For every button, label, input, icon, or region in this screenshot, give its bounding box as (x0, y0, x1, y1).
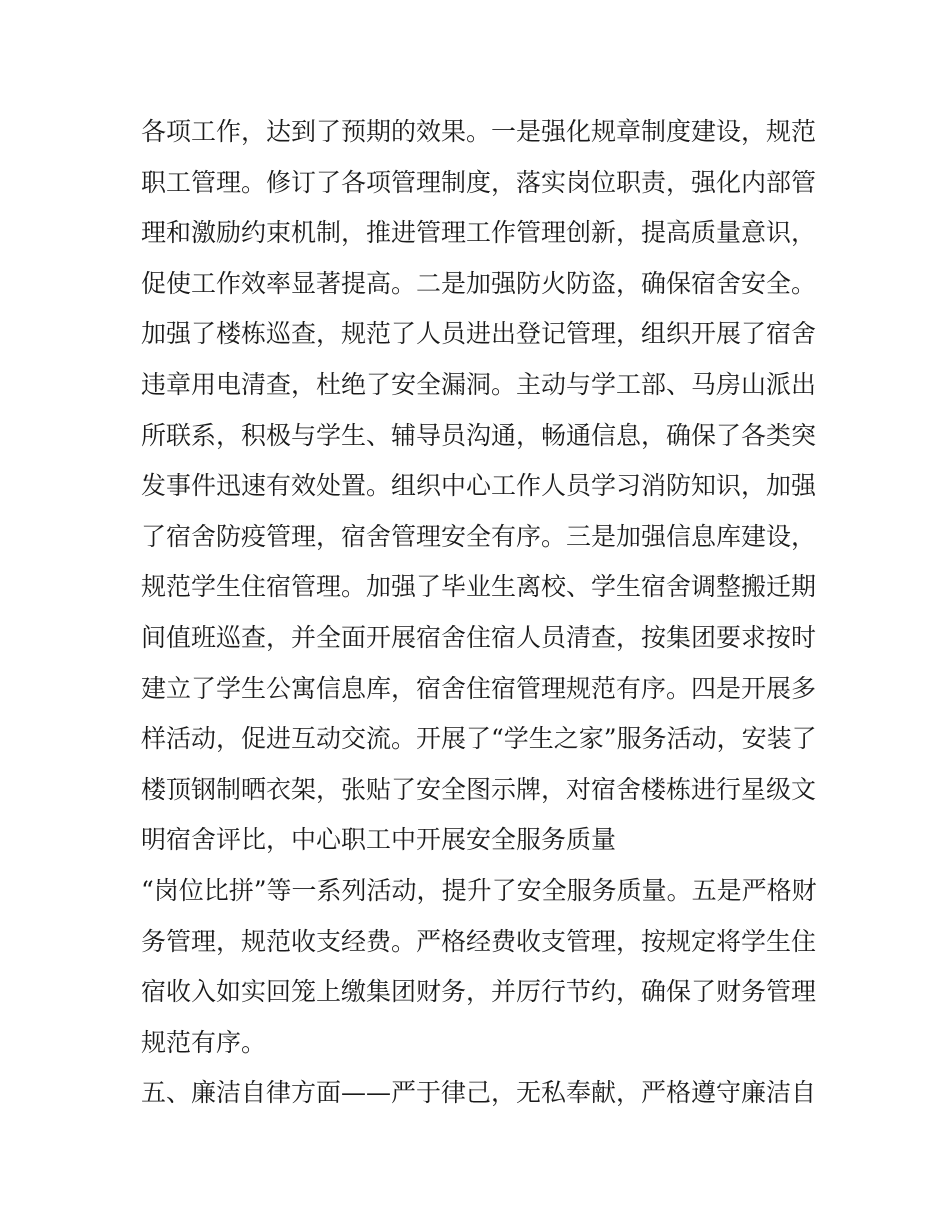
text-line: 规范学生住宿管理。加强了毕业生离校、学生宿舍调整搬迁期 (141, 572, 817, 602)
text-line: 职工管理。修订了各项管理制度，落实岗位职责，强化内部管 (141, 167, 817, 197)
text-line: 建立了学生公寓信息库，宿舍住宿管理规范有序。四是开展多 (141, 673, 817, 703)
text-line: 了宿舍防疫管理，宿舍管理安全有序。三是加强信息库建设， (141, 521, 817, 551)
text-line: 宿收入如实回笼上缴集团财务，并厉行节约，确保了财务管理 (141, 977, 817, 1007)
text-line: 样活动，促进互动交流。开展了“学生之家”服务活动，安装了 (141, 724, 817, 754)
text-line: 加强了楼栋巡查，规范了人员进出登记管理，组织开展了宿舍 (141, 319, 817, 349)
text-line: 五、廉洁自律方面——严于律己，无私奉献，严格遵守廉洁自 (141, 1078, 817, 1108)
text-line: 各项工作，达到了预期的效果。一是强化规章制度建设，规范 (141, 117, 817, 146)
text-line: 促使工作效率显著提高。二是加强防火防盗，确保宿舍安全。 (141, 268, 817, 298)
text-line: “岗位比拼”等一系列活动，提升了安全服务质量。五是严格财 (141, 875, 817, 905)
text-line: 务管理，规范收支经费。严格经费收支管理，按规定将学生住 (141, 926, 817, 956)
body-text (141, 107, 821, 1119)
text-line: 所联系，积极与学生、辅导员沟通，畅通信息，确保了各类突 (141, 420, 817, 450)
text-line: 间值班巡查，并全面开展宿舍住宿人员清查，按集团要求按时 (141, 622, 817, 652)
text-line: 规范有序。 (141, 1027, 267, 1057)
text-line: 发事件迅速有效处置。组织中心工作人员学习消防知识，加强 (141, 471, 817, 501)
text-line: 明宿舍评比，中心职工中开展安全服务质量 (141, 825, 617, 855)
text-line: 楼顶钢制晒衣架，张贴了安全图示牌，对宿舍楼栋进行星级文 (141, 774, 817, 804)
text-line: 理和激励约束机制，推进管理工作管理创新，提高质量意识， (141, 218, 817, 248)
text-line: 违章用电清查，杜绝了安全漏洞。主动与学工部、马房山派出 (141, 369, 817, 399)
